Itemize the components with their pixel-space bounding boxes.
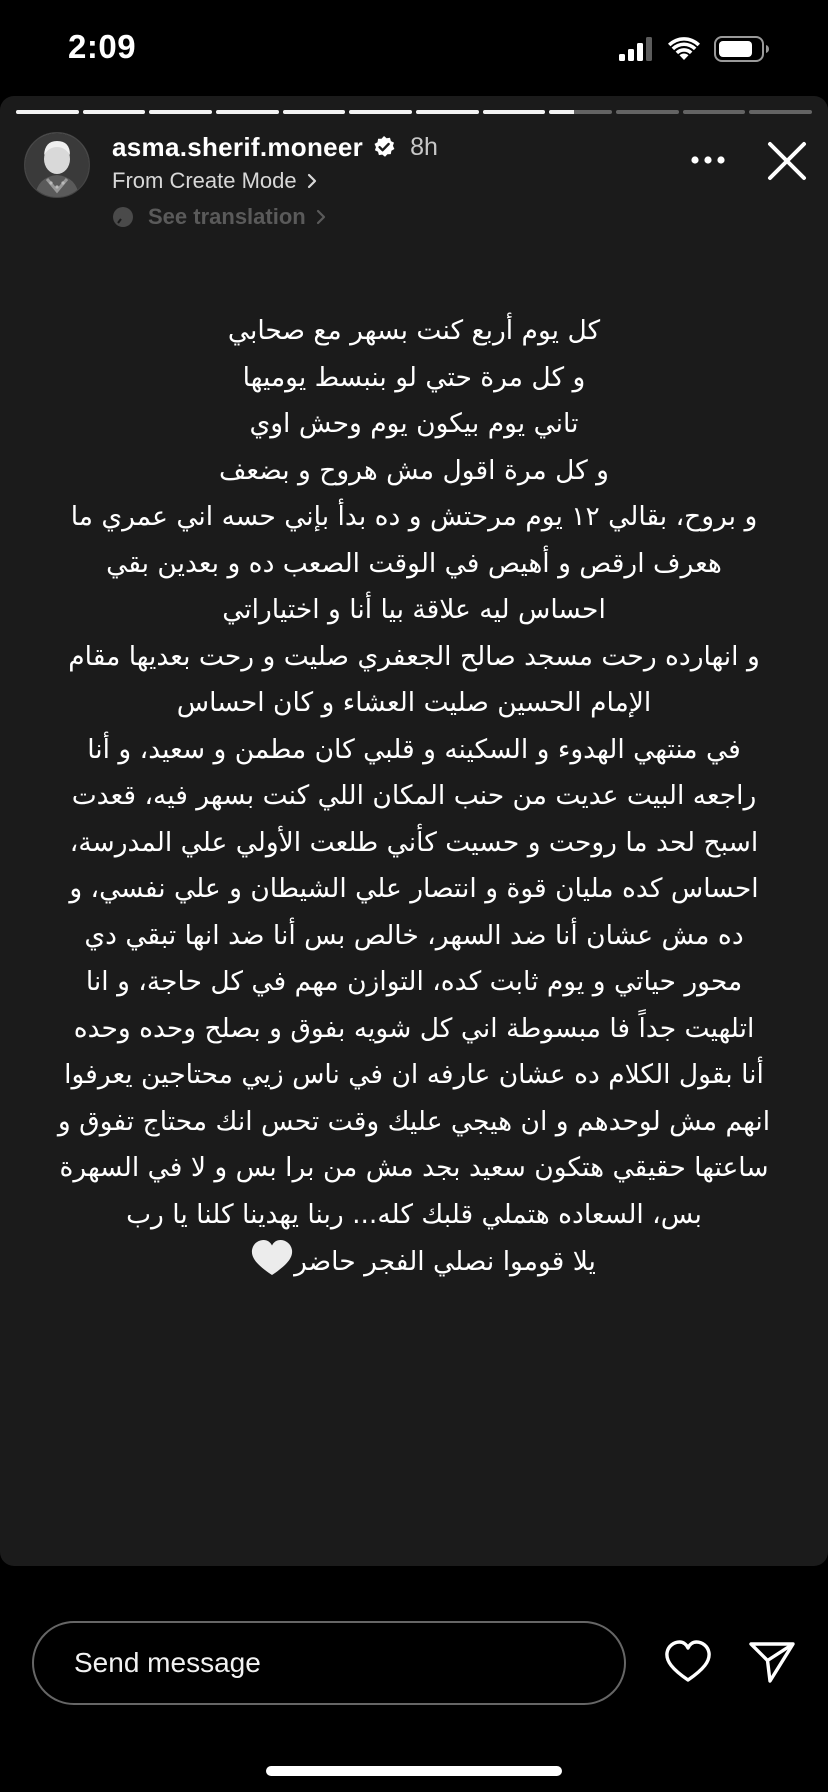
story-text <box>20 308 808 1285</box>
story-text-line: احساس ليه علاقة بيا أنا و اختياراتي <box>222 594 606 625</box>
story-progress-bars <box>16 110 812 114</box>
send-message-input[interactable] <box>32 1621 626 1705</box>
story-text-line: احساس كده مليان قوة و انتصار علي الشيطان و علي نفسي، و <box>69 873 759 904</box>
cellular-signal-icon <box>618 37 654 61</box>
story-progress-segment <box>283 110 346 114</box>
story-progress-fill <box>416 110 479 114</box>
story-progress-fill <box>149 110 212 114</box>
story-text-line: كل يوم أربع كنت بسهر مع صحابي <box>227 315 601 346</box>
story-progress-fill <box>483 110 546 114</box>
see-translation-label: See translation <box>148 204 306 229</box>
story-progress-segment <box>683 110 746 114</box>
story-text-line: محور حياتي و يوم ثابت كده، التوازن مهم في كل حاجة، و انا <box>85 966 743 997</box>
story-text-line: راجعه البيت عديت من حنب المكان اللي كنت بسهر فيه، قعدت <box>71 780 757 811</box>
story-subtitle: From Create Mode <box>112 168 297 193</box>
see-translation-link[interactable] <box>112 202 438 232</box>
battery-icon <box>714 36 770 62</box>
story-progress-segment <box>416 110 479 114</box>
story-progress-segment <box>216 110 279 114</box>
story-text-line: هعرف ارقص و أهيص في الوقت الصعب ده و بعدين بقي <box>106 547 722 579</box>
translation-icon <box>112 206 134 228</box>
story-text-line: الإمام الحسين صليت العشاء و كان احساس <box>176 687 652 718</box>
username[interactable]: asma.sherif.moneer <box>112 131 364 162</box>
username-row <box>112 130 438 164</box>
verified-badge-icon <box>372 135 396 159</box>
white-heart-icon <box>250 1238 294 1278</box>
chevron-right-icon <box>314 209 328 225</box>
avatar[interactable] <box>24 132 90 198</box>
paper-plane-icon[interactable] <box>748 1640 796 1684</box>
heart-outline-icon[interactable] <box>664 1640 712 1684</box>
story-progress-segment <box>16 110 79 114</box>
story-text-line: اتلهيت جداً فا مبسوطة اني كل شويه بفوق و بصلح وحده وحده <box>73 1012 755 1044</box>
story-viewer[interactable] <box>0 96 828 1566</box>
story-progress-segment <box>483 110 546 114</box>
story-text-line: أنا بقول الكلام ده عشان عارفه ان في ناس زيي محتاجين يعرفوا <box>64 1059 764 1090</box>
story-text-line: ساعتها حقيقي هتكون سعيد بجد مش من برا بس و لا في السهرة <box>59 1152 769 1183</box>
story-progress-fill <box>83 110 146 114</box>
story-progress-fill <box>549 110 574 114</box>
story-progress-fill <box>283 110 346 114</box>
wifi-icon <box>668 37 700 61</box>
more-options-icon[interactable] <box>690 152 726 168</box>
story-progress-segment <box>349 110 412 114</box>
story-progress-fill <box>16 110 79 114</box>
story-header-user <box>112 130 438 232</box>
story-text-line: و كل مرة اقول مش هروح و بضعف <box>219 454 609 486</box>
story-text-line: اسبح لحد ما روحت و حسيت كأني طلعت الأولي علي المدرسة، <box>69 826 759 858</box>
status-bar <box>0 0 828 96</box>
story-text-line: ده مش عشان أنا ضد السهر، خالص بس أنا ضد انها تبقي دي <box>84 919 744 951</box>
story-text-line: في منتهي الهدوء و السكينه و قلبي كان مطمن و سعيد، و أنا <box>87 733 741 765</box>
story-text-line: يلا قوموا نصلي الفجر حاضر <box>20 1238 808 1285</box>
story-text-line: انهم مش لوحدهم و ان هيجي عليك وقت تحس انك محتاج تفوق و <box>57 1105 771 1137</box>
story-time-ago: 8h <box>410 132 438 161</box>
story-text-line: بس، السعاده هتملي قلبك كله... ربنا يهدينا كلنا يا رب <box>126 1198 702 1230</box>
story-progress-segment <box>616 110 679 114</box>
close-icon[interactable] <box>766 140 808 182</box>
create-mode-link[interactable] <box>112 166 438 196</box>
story-progress-segment <box>149 110 212 114</box>
story-text-line: و كل مرة حتي لو بنبسط يوميها <box>242 361 586 393</box>
reply-bar <box>0 1600 828 1720</box>
avatar-photo <box>25 133 89 197</box>
story-text-line: تاني يوم بيكون يوم وحش اوي <box>249 408 579 439</box>
chevron-right-icon <box>305 173 319 189</box>
status-icons <box>618 36 770 62</box>
story-progress-fill <box>216 110 279 114</box>
story-progress-fill <box>349 110 412 114</box>
story-progress-segment <box>549 110 612 114</box>
story-text-line: و انهارده رحت مسجد صالح الجعفري صليت و رحت بعديها مقام <box>68 640 760 672</box>
home-indicator <box>266 1766 562 1776</box>
story-progress-segment <box>83 110 146 114</box>
status-time: 2:09 <box>68 28 137 65</box>
story-text-line: و بروح، بقالي ١٢ يوم مرحتش و ده بدأ بإني حسه اني عمري ما <box>70 501 758 532</box>
story-progress-segment <box>749 110 812 114</box>
